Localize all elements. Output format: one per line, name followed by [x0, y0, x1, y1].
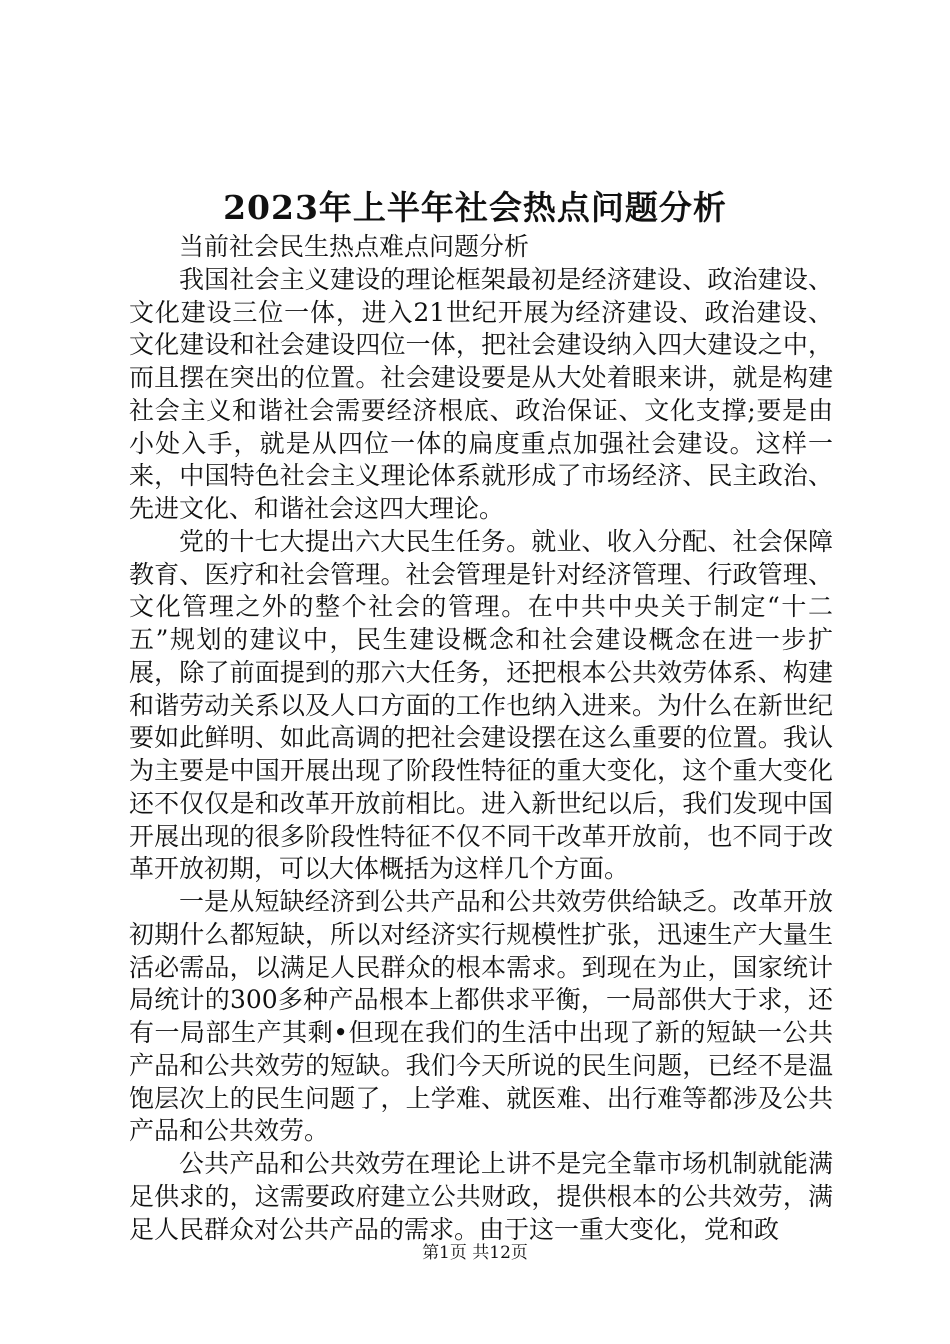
page-number-footer: 第1页 共12页: [422, 1243, 528, 1263]
paragraph-subtitle: 当前社会民生热点难点问题分析: [179, 232, 530, 261]
paragraph-theory-framework: 我国社会主义建设的理论框架最初是经济建设、政治建设、文化建设三位一体，进入21世纪开展为经济建设、政治建设、文化建设和社会建设四位一体，把社会建设纳入四大建设之中，而且摆在突出的位置。社会建设要是从大处着眼来讲，就是构建社会主义和谐社会需要经济根底、政治保证、文化支撑;要是由小处入手，就是从四位一体的扁度重点加强社会建设。这样一来，中国特色社会主义理论体系就形成了市场经济、民主政治、先进文化、和谐社会这四大理论。: [129, 264, 833, 523]
paragraph-seventeenth-congress: 党的十七大提出六大民生任务。就业、收入分配、社会保障教育、医疗和社会管理。社会管理是针对经济管理、行政管理、文化管理之外的整个社会的管理。在中共中央关于制定“十二五”规划的建议中，民生建设概念和社会建设概念在进一步扩展，除了前面提到的那六大任务，还把根本公共效劳体系、构建和谐劳动关系以及人口方面的工作也纳入进来。为什么在新世纪要如此鲜明、如此高调的把社会建设摆在这么重要的位置。我认为主要是中国开展出现了阶段性特征的重大变化，这个重大变化还不仅仅是和改革开放前相比。进入新世纪以后，我们发现中国开展出现的很多阶段性特征不仅不同干改革开放前，也不同于改革开放初期，可以大体概括为这样几个方面。: [129, 526, 833, 884]
paragraph-public-goods: 公共产品和公共效劳在理论上讲不是完全靠市场机制就能满足供求的，这需要政府建立公共财政，提供根本的公共效劳，满足人民群众对公共产品的需求。由于这一重大变化，党和政: [129, 1149, 833, 1244]
document-body: [129, 231, 833, 1246]
document-title: 2023年上半年社会热点问题分析: [223, 188, 727, 227]
paragraph-shortage-economy: 一是从短缺经济到公共产品和公共效劳供给缺乏。改革开放初期什么都短缺，所以对经济实行规模性扩张，迅速生产大量生活必需品，以满足人民群众的根本需求。到现在为止，国家统计局统计的300多种产品根本上都供求平衡，一局部供大于求，还有一局部生产其剩•但现在我们的生活中出现了新的短缺一公共产品和公共效劳的短缺。我们今天所说的民生问题，已经不是温饱层次上的民生问题了，上学难、就医难、出行难等都涉及公共产品和公共效劳。: [129, 887, 833, 1146]
